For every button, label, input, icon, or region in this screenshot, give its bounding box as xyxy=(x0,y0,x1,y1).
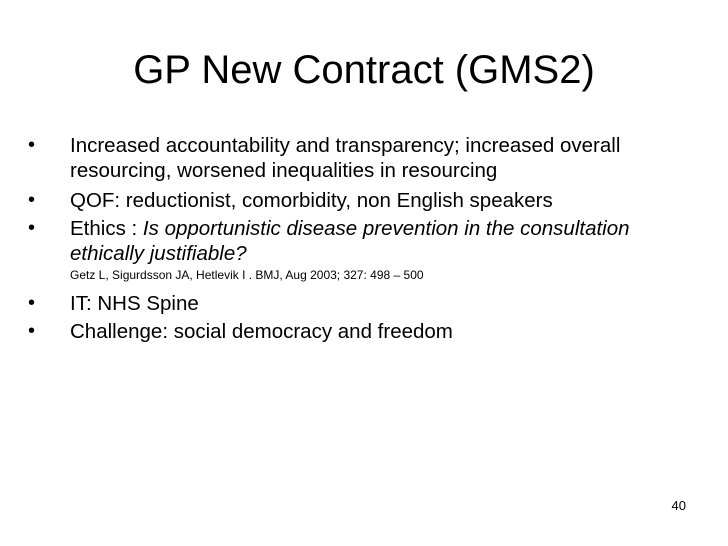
bullet-text: IT: NHS Spine xyxy=(70,292,199,315)
slide-title: GP New Contract (GMS2) xyxy=(133,48,595,92)
citation-reference: Getz L, Sigurdsson JA, Hetlevik I . BMJ, Aug 2003; 327: 498 – 500 xyxy=(70,268,424,282)
bullet-marker: • xyxy=(28,320,36,342)
bullet-marker: • xyxy=(28,134,36,156)
bullet-item xyxy=(28,216,708,284)
bullet-marker: • xyxy=(28,189,36,211)
bullet-text: Increased accountability and transparency; increased overall resourcing, worsened inequalities in resourcing xyxy=(70,134,621,182)
bullet-marker: • xyxy=(28,217,36,239)
page-number: 40 xyxy=(671,498,686,513)
bullet-item xyxy=(28,188,708,213)
bullet-list xyxy=(28,133,708,349)
bullet-italic-question: Is opportunistic disease prevention in the consultation ethically justifiable? xyxy=(70,217,630,265)
bullet-text: QOF: reductionist, comorbidity, non English speakers xyxy=(70,189,553,212)
bullet-marker: • xyxy=(28,292,36,314)
bullet-item xyxy=(28,133,708,183)
bullet-text: Challenge: social democracy and freedom xyxy=(70,320,453,343)
bullet-item xyxy=(28,291,708,316)
bullet-prefix: Ethics : xyxy=(70,217,143,240)
bullet-item xyxy=(28,319,708,344)
